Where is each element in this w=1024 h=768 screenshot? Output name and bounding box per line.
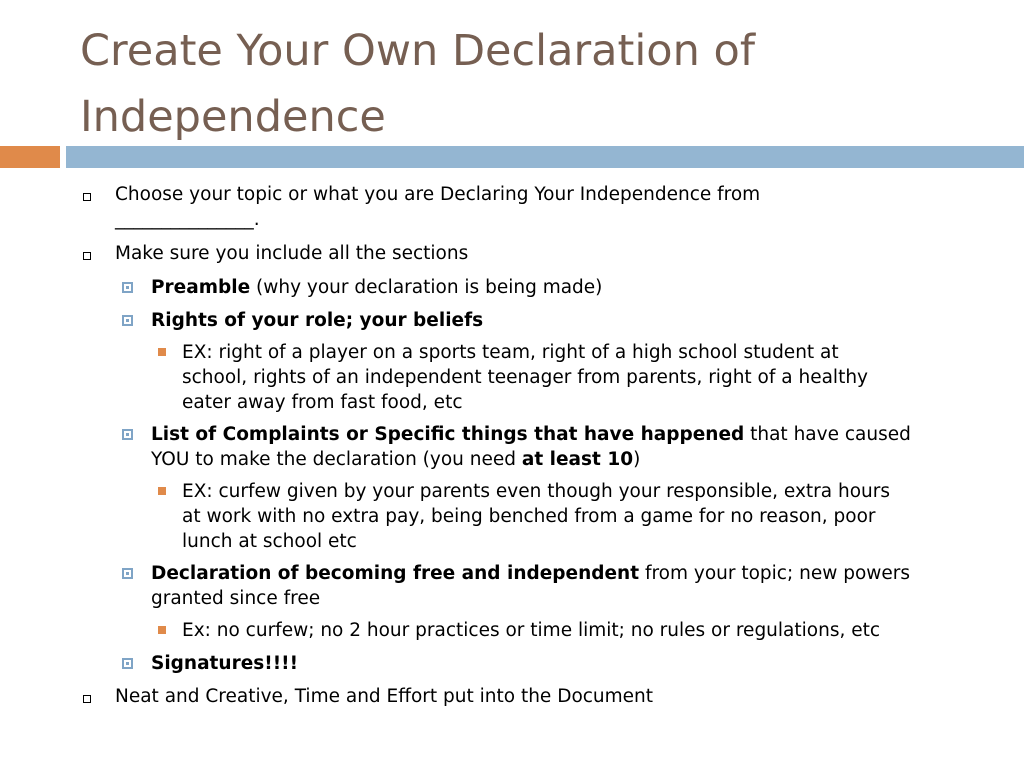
list-item-bold-text: List of Complaints or Specific things that have happened	[151, 424, 745, 445]
list-item-preamble	[151, 275, 602, 300]
list-item-signatures	[151, 651, 298, 676]
list-item-text: at work with no extra pay, being benched from a game for no reason, poor	[182, 506, 876, 527]
list-item-rights-examples	[182, 340, 868, 415]
list-item-bold-text: Preamble	[151, 277, 251, 298]
list-item-text: lunch at school etc	[182, 531, 357, 552]
list-item-declaration	[151, 561, 910, 611]
list-item-text: eater away from fast food, etc	[182, 392, 463, 413]
list-item-include-sections	[115, 241, 468, 266]
filled-square-bullet-icon	[158, 348, 166, 356]
list-item-text: granted since free	[151, 588, 321, 609]
slide-title-line-1: Create Your Own Declaration of	[80, 26, 755, 76]
list-item-declaration-example	[182, 618, 880, 643]
list-item-rights	[151, 308, 483, 333]
slide-title-line-2: Independence	[80, 92, 386, 142]
list-item-text: _______________.	[115, 209, 260, 230]
list-item-text: YOU to make the declaration (you need	[151, 449, 522, 470]
hollow-square-bullet-icon	[83, 252, 91, 260]
list-item-bold-text: at least 10	[521, 449, 634, 470]
list-item-neat-creative	[115, 684, 653, 709]
square-bullet-icon	[122, 282, 133, 293]
hollow-square-bullet-icon	[83, 193, 91, 201]
list-item-complaints-examples	[182, 479, 890, 554]
list-item-text: )	[633, 449, 641, 470]
list-item-text: EX: curfew given by your parents even though your responsible, extra hours	[182, 481, 890, 502]
filled-square-bullet-icon	[158, 487, 166, 495]
hollow-square-bullet-icon	[83, 695, 91, 703]
list-item-bold-text: Rights of your role; your beliefs	[151, 310, 484, 331]
square-bullet-icon	[122, 315, 133, 326]
list-item-text: school, rights of an independent teenager from parents, right of a healthy	[182, 367, 868, 388]
list-item-bold-text: Signatures!!!!	[151, 653, 299, 674]
list-item-text: that have caused	[744, 424, 911, 445]
list-item-text: Ex: no curfew; no 2 hour practices or time limit; no rules or regulations, etc	[182, 620, 881, 641]
square-bullet-icon	[122, 658, 133, 669]
filled-square-bullet-icon	[158, 626, 166, 634]
list-item-text: from your topic; new powers	[639, 563, 911, 584]
square-bullet-icon	[122, 429, 133, 440]
list-item-choose-topic	[115, 182, 760, 232]
list-item-text: Make sure you include all the sections	[115, 243, 469, 264]
list-item-text: (why your declaration is being made)	[250, 277, 603, 298]
list-item-text: Neat and Creative, Time and Effort put into the Document	[115, 686, 654, 707]
list-item-text: Choose your topic or what you are Declaring Your Independence from	[115, 184, 761, 205]
square-bullet-icon	[122, 568, 133, 579]
list-item-text: EX: right of a player on a sports team, right of a high school student at	[182, 342, 839, 363]
list-item-complaints	[151, 422, 911, 472]
list-item-bold-text: Declaration of becoming free and independent	[151, 563, 640, 584]
